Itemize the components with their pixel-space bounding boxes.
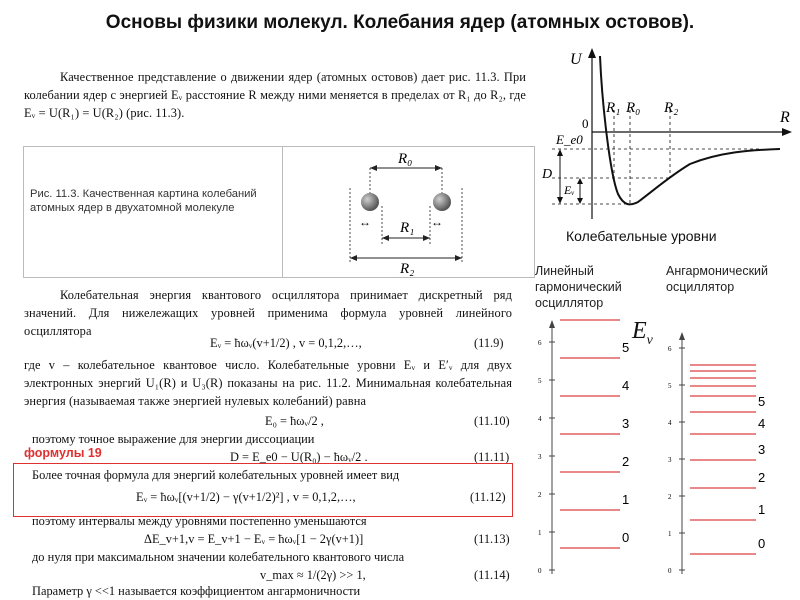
formulas-19-label: формулы 19 <box>24 446 102 460</box>
linear-tick-label-4: 4 <box>538 415 542 423</box>
r0-arrow-right <box>435 165 442 171</box>
equation-11-11: D = E_e0 − U(R₀) − ħωᵥ/2 . <box>230 450 368 464</box>
equation-11-10-number: (11.10) <box>474 414 510 428</box>
equation-11-10: E₀ = ħωᵥ/2 , <box>265 414 324 428</box>
linear-tick-label-1: 1 <box>538 529 542 537</box>
linear-tick-label-0: 0 <box>538 567 542 575</box>
vibrational-levels-diagram <box>530 318 800 580</box>
linear-level-label-3: 3 <box>622 416 630 431</box>
linear-tick-label-5: 5 <box>538 377 542 385</box>
equation-11-12: Eᵥ = ħωᵥ[(v+1/2) − γ(v+1/2)²] , v = 0,1,2,…, <box>136 490 356 504</box>
levels-heading: Колебательные уровни <box>566 228 717 244</box>
anharm-label-line1: Ангармонический <box>666 264 769 278</box>
anharm-level-label-5: 5 <box>758 394 766 409</box>
atom-left <box>361 193 379 211</box>
origin-label: 0 <box>582 116 589 131</box>
anharm-level-label-2: 2 <box>758 470 766 485</box>
anharm-tick-label-1: 1 <box>668 530 672 538</box>
equation-11-12-number: (11.12) <box>470 490 506 504</box>
paragraph-levels: где v – колебательное квантовое число. Колебательные уровни Eᵥ и E′ᵥ для двух электронных энергий U₁(R) и U₃(R) показаны на рис. 11.2. Минимальная колебательная энергия (называемая также энергией нулевых колебаний) равна <box>24 358 512 408</box>
linear-level-label-0: 0 <box>622 530 630 545</box>
text-parameter: Параметр γ <<1 называется коэффициентом ангармоничности <box>32 584 361 598</box>
anharm-level-label-4: 4 <box>758 416 766 431</box>
text-zero: до нуля при максимальном значении колебательного квантового числа <box>32 550 405 564</box>
linear-level-label-1: 1 <box>622 492 630 507</box>
anharm-tick-label-0: 0 <box>668 567 672 575</box>
paragraph-oscillator: Колебательная энергия квантового осциллятора принимает дискретный ряд значений. Для нижележащих уровней применима формула уровней линейного осциллятора <box>24 288 512 338</box>
linear-level-label-5: 5 <box>622 340 630 355</box>
atom-left-oscillation: ↔ <box>359 215 371 229</box>
linear-level-label-2: 2 <box>622 454 630 469</box>
linear-tick-label-3: 3 <box>538 453 542 461</box>
r0-arrow-left <box>370 165 377 171</box>
figure-11-3-diagram <box>330 146 490 276</box>
anharm-tick-label-2: 2 <box>668 493 672 501</box>
anharm-tick-label-3: 3 <box>668 456 672 464</box>
equation-11-14-number: (11.14) <box>474 568 510 582</box>
r0-potential-label: R₀ <box>626 100 641 116</box>
r-axis-label: R <box>780 109 790 126</box>
equation-11-11-number: (11.11) <box>474 450 510 464</box>
anharm-tick-label-4: 4 <box>668 419 672 427</box>
text-exact-formula: Более точная формула для энергий колебательных уровней имеет вид <box>32 468 400 482</box>
equation-11-13-number: (11.13) <box>474 532 510 546</box>
figure-divider <box>282 147 283 277</box>
linear-level-label-4: 4 <box>622 378 630 393</box>
anharm-level-label-0: 0 <box>758 536 766 551</box>
atom-right-oscillation: ↔ <box>431 215 443 229</box>
u-axis-label: U <box>570 51 582 68</box>
potential-energy-diagram <box>530 44 800 224</box>
equation-11-13: ΔE_v+1,v = E_v+1 − Eᵥ = ħωᵥ[1 − 2γ(v+1)] <box>144 532 364 546</box>
linear-levels-group <box>560 320 629 548</box>
paragraph-intro: Качественное представление о движении ядер (атомных остовов) дает рис. 11.3. При колебании ядер с энергией Eᵥ расстояние R между ними меняется в пределах от R₁ до R₂, где Eᵥ = U(R₁) = U(R₂) (рис. 11.3). <box>24 70 526 120</box>
r1-potential-label: R₁ <box>606 100 621 116</box>
anharm-level-label-1: 1 <box>758 502 766 517</box>
r2-potential-label: R₂ <box>664 100 679 116</box>
potential-curve <box>600 56 780 204</box>
d-label: D <box>542 167 553 182</box>
linear-label-line2: гармонический <box>535 280 622 294</box>
r2-label: R₂ <box>400 261 415 276</box>
anharm-label-line2: осциллятор <box>666 280 735 294</box>
ev-symbol: $E_v$ <box>632 318 653 348</box>
anharm-tick-label-6: 6 <box>668 345 672 353</box>
r1-label: R₁ <box>400 220 415 236</box>
equation-11-9-number: (11.9) <box>474 336 504 350</box>
text-intervals: поэтому интервалы между уровнями постепенно уменьшаются <box>32 514 367 528</box>
anharmonic-oscillator-label <box>666 263 768 295</box>
linear-tick-label-6: 6 <box>538 339 542 347</box>
linear-label-line3: осциллятор <box>535 296 604 310</box>
text-dissociation: поэтому точное выражение для энергии диссоциации <box>32 432 315 446</box>
anharm-level-label-3: 3 <box>758 442 766 457</box>
equation-11-9: Eᵥ = ħωᵥ(v+1/2) , v = 0,1,2,…, <box>210 336 362 350</box>
r0-label: R₀ <box>398 151 413 167</box>
figure-11-3-caption: Рис. 11.3. Качественная картина колебаний атомных ядер в двухатомной молекуле <box>30 188 257 214</box>
anharm-tick-label-5: 5 <box>668 382 672 390</box>
equation-11-14: v_max ≈ 1/(2γ) >> 1, <box>260 568 366 582</box>
linear-tick-label-2: 2 <box>538 491 542 499</box>
page-title: Основы физики молекул. Колебания ядер (атомных остовов). <box>105 12 695 33</box>
ev-label: Eᵥ <box>564 183 575 197</box>
ee0-label: E_e0 <box>556 132 583 147</box>
anharmonic-levels-group <box>690 365 765 554</box>
atom-right <box>433 193 451 211</box>
linear-label-line1: Линейный <box>535 264 594 278</box>
linear-oscillator-label <box>535 263 622 311</box>
